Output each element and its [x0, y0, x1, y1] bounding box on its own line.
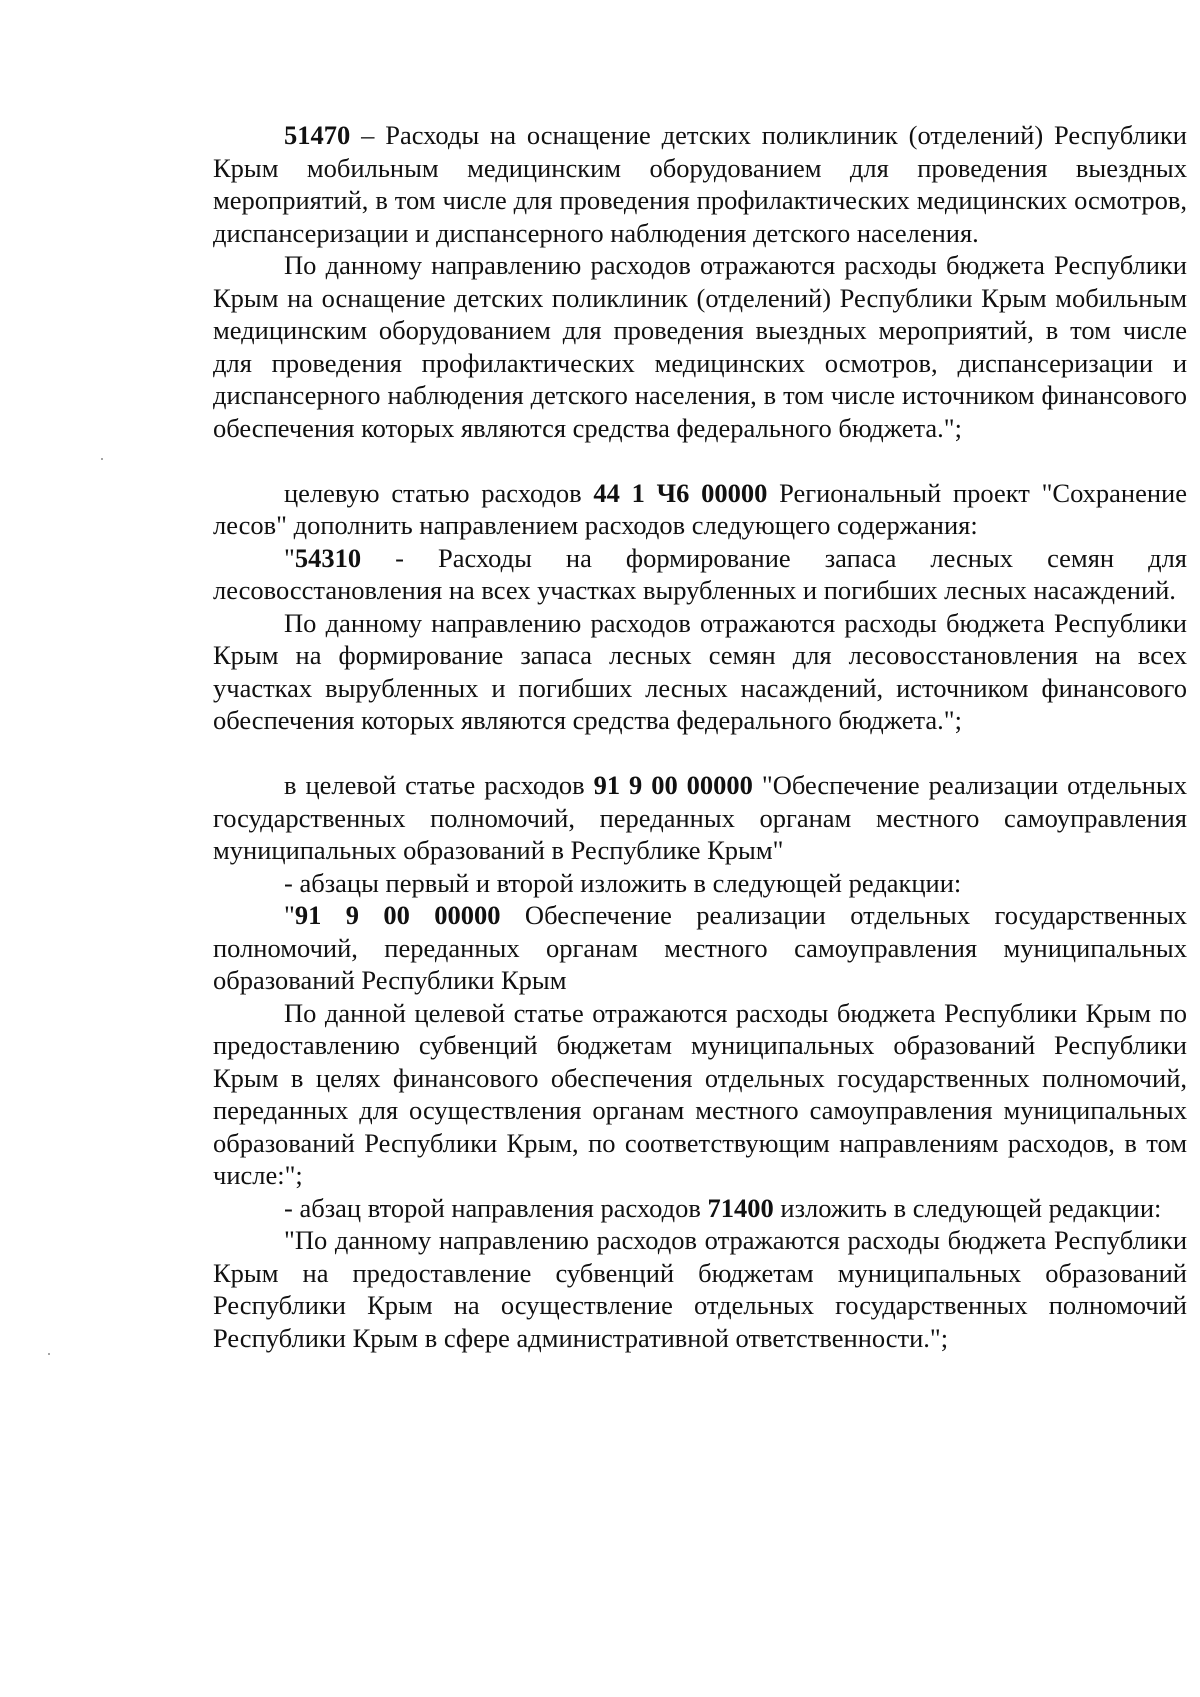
scan-speck	[101, 458, 103, 460]
expense-code: 51470	[284, 120, 351, 150]
paragraph-71400-amendment: - абзац второй направления расходов 71400 изложить в следующей редакции:	[284, 1192, 1162, 1223]
target-article-code: 44 1 Ч6 00000	[593, 477, 768, 508]
paragraph-91-description: По данной целевой статье отражаются расходы бюджета Республики Крым по предоставлению субвенций бюджетам муниципальных образований Республики Крым в целях финансового обеспечения отдельных государственных полномочий, переданных для осуществления органам местного самоуправления муниципальных образований Республики Крым, по соответствующим направлениям расходов, в том числе:";	[213, 997, 1187, 1190]
paragraph-91-title: "91 9 00 00000 Обеспечение реализации отдельных государственных полномочий, переданных органам местного самоуправления муниципальных образований Республики Крым	[213, 900, 1188, 995]
paragraph-amendment-note: - абзацы первый и второй изложить в следующей редакции:	[284, 867, 962, 898]
paragraph-54310-description: По данному направлению расходов отражаются расходы бюджета Республики Крым на формирование запаса лесных семян для лесовосстановления на всех участках вырубленных и погибших лесных насаждений, источником финансового обеспечения которых являются средства федерального бюджета.";	[213, 607, 1187, 735]
paragraph-gap	[213, 737, 1187, 770]
target-article-code: 91 9 00 00000	[294, 900, 501, 930]
paragraph-gap	[213, 444, 1187, 477]
paragraph-target-article-91: в целевой статье расходов 91 9 00 00000 "Обеспечение реализации отдельных государственных полномочий, переданных органам местного самоуправления муниципальных образований в Республике Крым"	[213, 770, 1187, 865]
paragraph-51470: 51470 – Расходы на оснащение детских поликлиник (отделений) Республики Крым мобильным медицинским оборудованием для проведения выездных мероприятий, в том числе для проведения профилактических медицинских осмотров, диспансеризации и диспансерного наблюдения детского населения.	[213, 120, 1187, 248]
expense-code: 71400	[707, 1192, 774, 1223]
paragraph-71400-description: "По данному направлению расходов отражаются расходы бюджета Республики Крым на предоставление субвенций бюджетам муниципальных образований Республики Крым на осуществление отдельных государственных полномочий Республики Крым в сфере административной ответственности.";	[213, 1225, 1187, 1353]
document-body	[213, 119, 1187, 1354]
target-article-code: 91 9 00 00000	[593, 770, 753, 800]
expense-code: 54310	[294, 542, 362, 573]
paragraph-target-article-44: целевую статью расходов 44 1 Ч6 00000 Региональный проект "Сохранение лесов" дополнить направлением расходов следующего содержания:	[213, 477, 1187, 540]
paragraph-54310: "54310 - Расходы на формирование запаса лесных семян для лесовосстановления на всех участках вырубленных и погибших лесных насаждений.	[213, 542, 1187, 605]
scan-speck	[48, 1353, 50, 1355]
paragraph-51470-description: По данному направлению расходов отражаются расходы бюджета Республики Крым на оснащение детских поликлиник (отделений) Республики Крым мобильным медицинским оборудованием для проведения выездных мероприятий, в том числе для проведения профилактических медицинских осмотров, диспансеризации и диспансерного наблюдения детского населения, в том числе источником финансового обеспечения которых являются средства федерального бюджета.";	[213, 250, 1187, 443]
